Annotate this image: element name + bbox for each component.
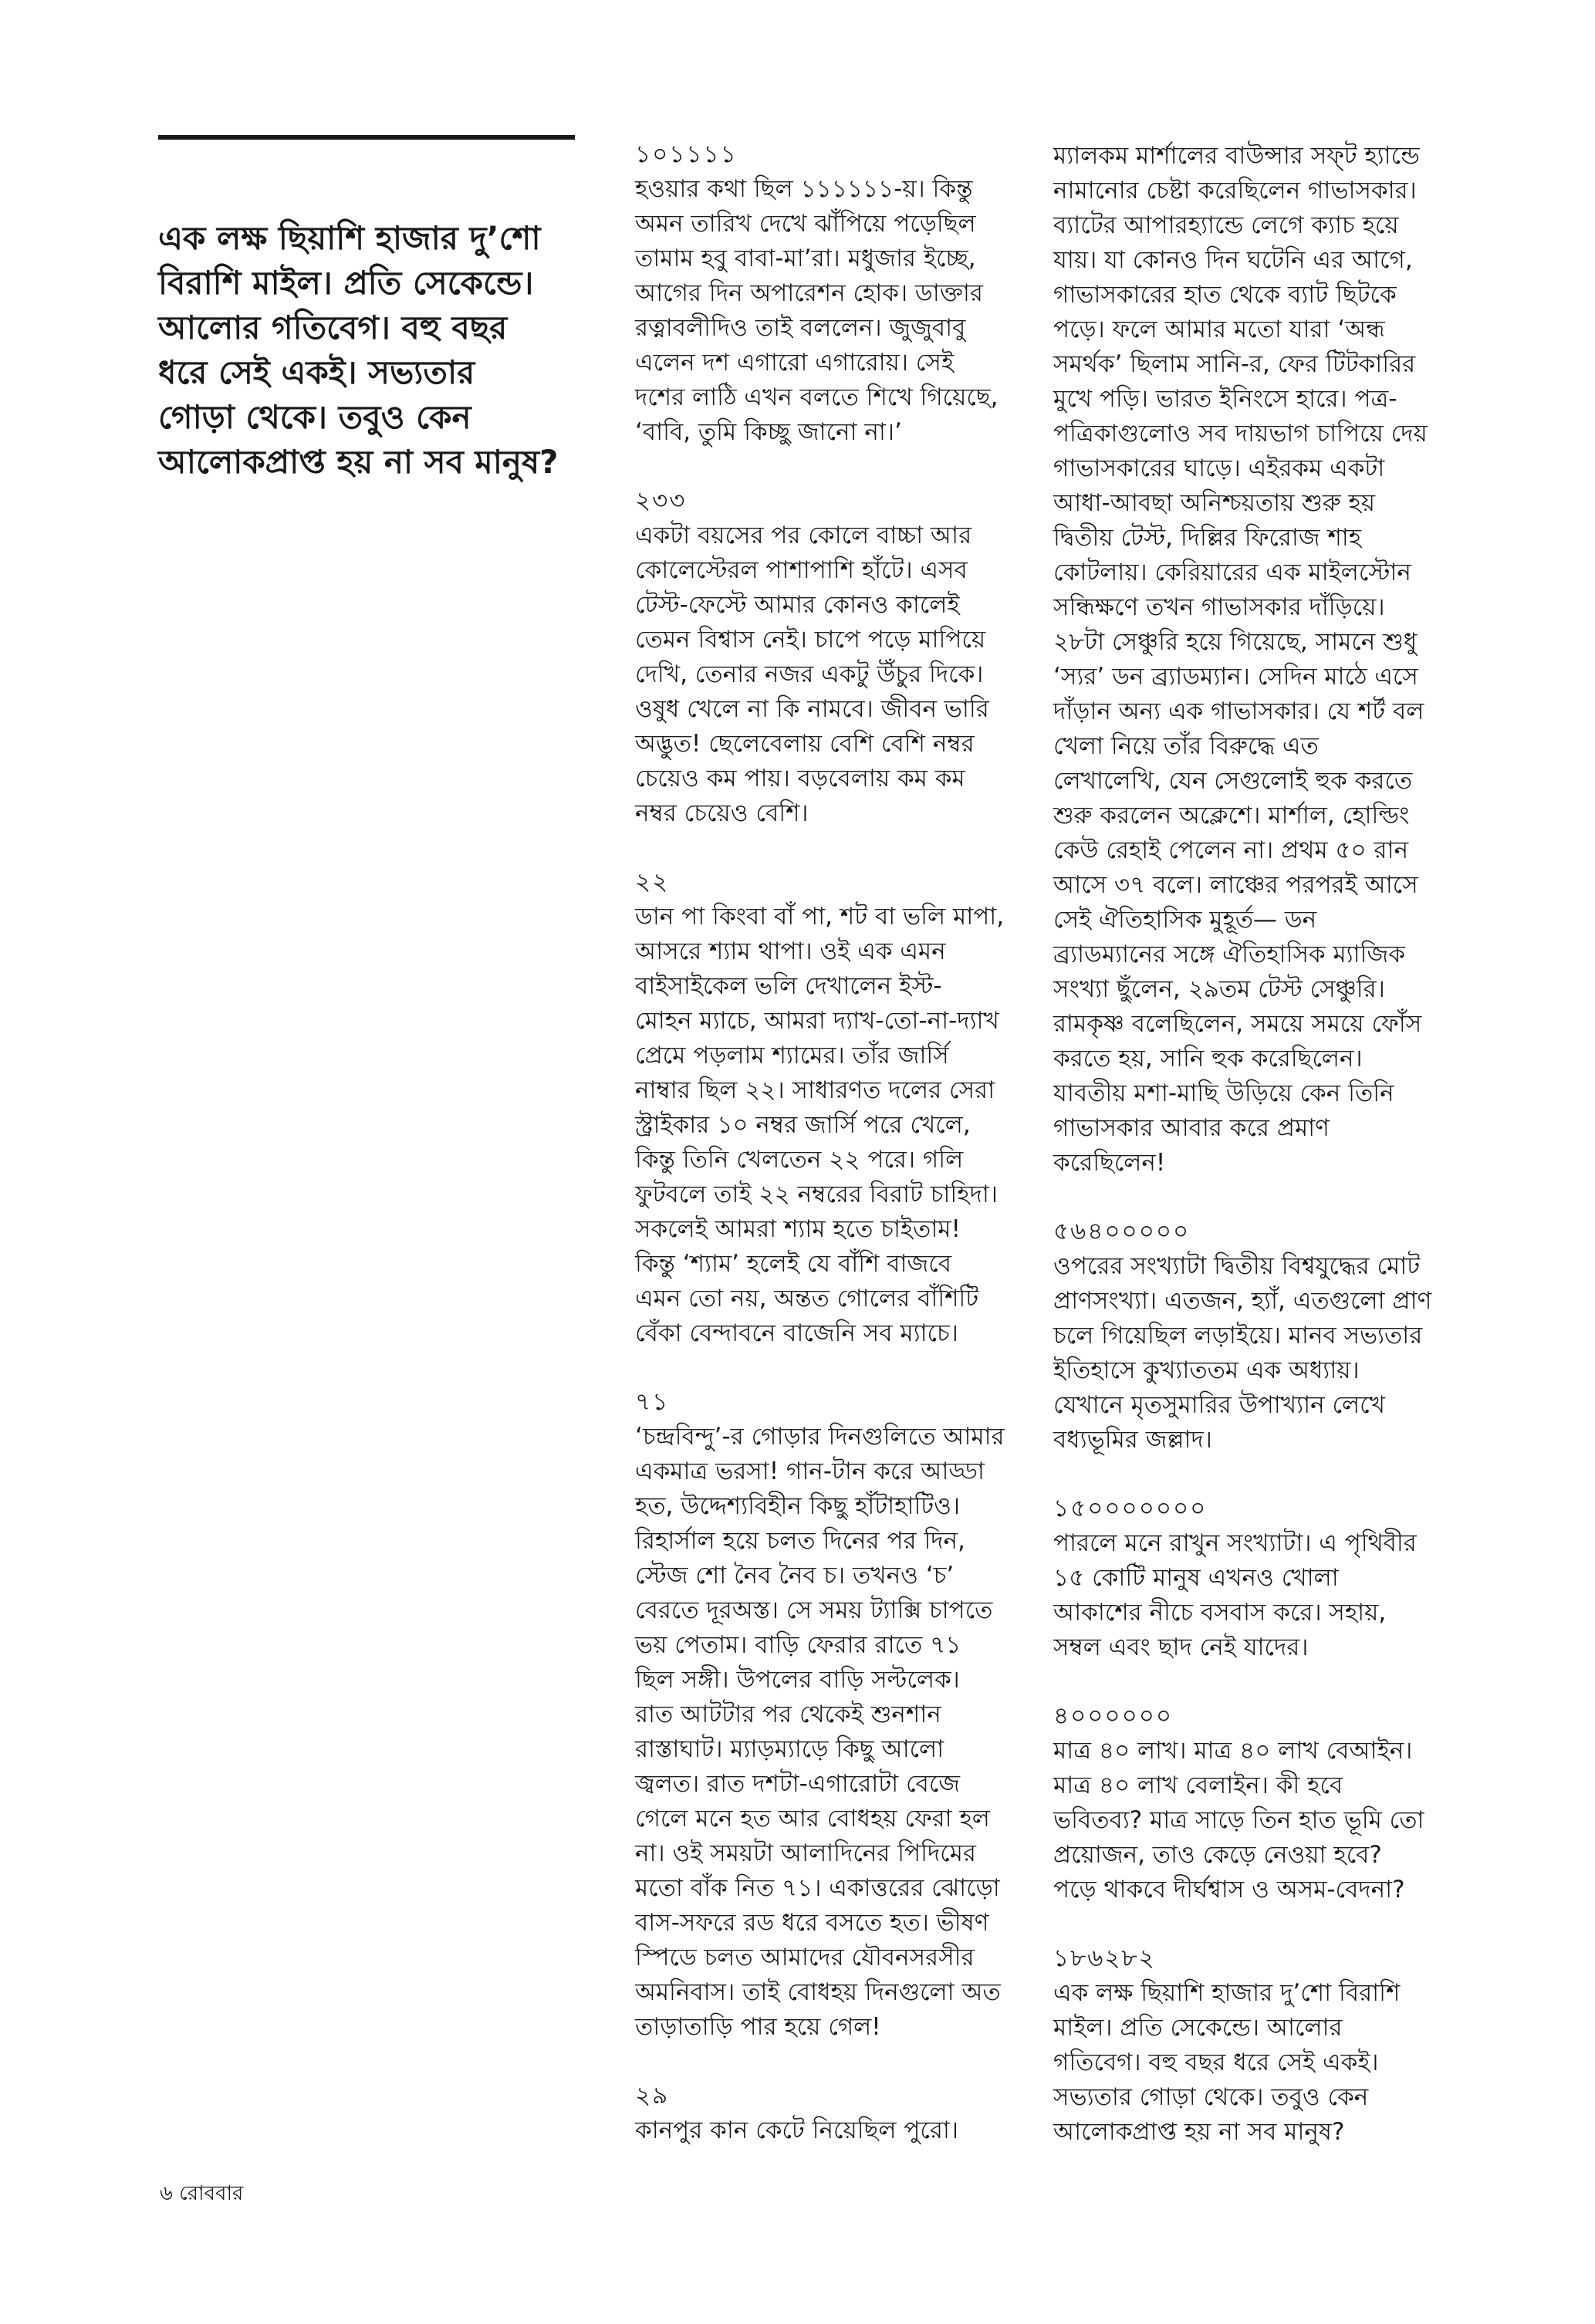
text-line: হত, উদ্দেশ্যবিহীন কিছু হাঁটাহাটিও। [635, 1492, 961, 1520]
text-line: ভবিতব্য? মাত্র সাড়ে তিন হাত ভূমি তো [1053, 1806, 1424, 1834]
pull-quote-line: আলোর গতিবেগ। বহু বছর [158, 309, 508, 346]
text-line: ডান পা কিংবা বাঁ পা, শট বা ভলি মাপা, [635, 903, 1005, 931]
text-line: ২৮টা সেঞ্চুরি হয়ে গিয়েছে, সামনে শুধু [1053, 628, 1418, 656]
text-line: গাভাসকারের হাত থেকে ব্যাট ছিটকে [1053, 281, 1397, 309]
text-line: শুরু করলেন অক্লেশে। মার্শাল, হোল্ডিং [1053, 802, 1410, 829]
pull-quote-line: এক লক্ষ ছিয়াশি হাজার দু’শো [158, 219, 541, 257]
text-line: গেলে মনে হত আর বোধহয় ফেরা হল [635, 1805, 990, 1833]
text-line: নামানোর চেষ্টা করেছিলেন গাভাসকার। [1053, 177, 1417, 204]
text-line: তামাম হবু বাবা-মা’রা। মধুজার ইচ্ছে, [635, 245, 976, 272]
text-line: সম্বল এবং ছাদ নেই যাদের। [1053, 1633, 1309, 1661]
page-number: ৬ [160, 2182, 173, 2205]
publication-name: রোববার [179, 2182, 244, 2205]
text-line: মুখে পড়ি। ভারত ইনিংসে হারে। পত্র- [1053, 385, 1397, 413]
section-number-heading: ৪০০০০০০ [1053, 1702, 1174, 1730]
text-line: প্রয়োজন, তাও কেড়ে নেওয়া হবে? [1053, 1841, 1382, 1869]
section-number-heading: ২২ [635, 868, 670, 896]
section-number-heading: ৭১ [635, 1388, 670, 1416]
text-line: দশের লাঠি এখন বলতে শিখে গিয়েছে, [635, 383, 999, 411]
text-line: কোলেস্টেরল পাশাপাশি হাঁটে। এসব [635, 556, 968, 584]
text-line: বেঁকা বেন্দাবনে বাজেনি সব ম্যাচে। [635, 1319, 958, 1347]
text-line: সংখ্যা ছুঁলেন, ২৯তম টেস্ট সেঞ্চুরি। [1053, 975, 1385, 1003]
text-line: হওয়ার কথা ছিল ১১১১১১-য়। কিন্তু [635, 175, 973, 203]
text-line: কেউ রেহাই পেলেন না। প্রথম ৫০ রান [1053, 836, 1409, 864]
text-line: সন্ধিক্ষণে তখন গাভাসকার দাঁড়িয়ে। [1053, 593, 1385, 621]
text-line: আলোকপ্রাপ্ত হয় না সব মানুষ? [1053, 2118, 1345, 2146]
text-line: আধা-আবছা অনিশ্চয়তায় শুরু হয় [1053, 489, 1376, 517]
text-line: আগের দিন অপারেশন হোক। ডাক্তার [635, 279, 983, 307]
text-line: আকাশের নীচে বসবাস করে। সহায়, [1053, 1599, 1387, 1626]
text-line: ভয় পেতাম। বাড়ি ফেরার রাতে ৭১ [635, 1631, 961, 1659]
text-line: চেয়েও কম পায়। বড়বেলায় কম কম [635, 765, 965, 792]
text-line: মোহন ম্যাচে, আমরা দ্যাখ-তো-না-দ্যাখ [635, 1007, 999, 1035]
text-line: সকলেই আমরা শ্যাম হতে চাইতাম! [635, 1215, 961, 1243]
article-section [635, 2079, 1021, 2148]
section-number-heading: ১৮৬২৮২ [1053, 1944, 1156, 1972]
text-line: গতিবেগ। বহু বছর ধরে সেই একই। [1053, 2049, 1379, 2076]
article-section [1053, 1699, 1439, 1907]
text-line: তাড়াতাড়ি পার হয়ে গেল! [635, 2013, 881, 2041]
article-section [635, 137, 1021, 450]
article-section [635, 484, 1021, 831]
text-line: আসরে শ্যাম থাপা। ওই এক এমন [635, 937, 946, 965]
text-line: মতো বাঁক নিত ৭১। একাত্তরের ঝোড়ো [635, 1874, 1000, 1902]
text-line: আসে ৩৭ বলে। লাঞ্চের পরপরই আসে [1053, 871, 1418, 899]
section-number-heading: ৫৬৪০০০০০ [1053, 1218, 1191, 1245]
text-line: প্রাণসংখ্যা। এতজন, হ্যাঁ, এতগুলো প্রাণ [1053, 1287, 1432, 1315]
text-line: ম্যালকম মার্শালের বাউন্সার সফ্‌ট হ্যান্ডে [1053, 142, 1420, 170]
text-line: ব্র্যাডম্যানের সঙ্গে ঐতিহাসিক ম্যাজিক [1053, 941, 1405, 968]
pull-quote-line: বিরাশি মাইল। প্রতি সেকেন্ডে। [158, 264, 534, 302]
text-line: কিন্তু তিনি খেলতেন ২২ পরে। গলি [635, 1146, 964, 1174]
text-line: ‘চন্দ্রবিন্দু’-র গোড়ার দিনগুলিতে আমার [635, 1423, 1005, 1451]
text-line: সমর্থক’ ছিলাম সানি-র, ফের টিটকারির [1053, 350, 1416, 378]
text-line: ওপরের সংখ্যাটা দ্বিতীয় বিশ্বযুদ্ধের মোট [1053, 1252, 1421, 1280]
text-line: একটা বয়সের পর কোলে বাচ্চা আর [635, 522, 972, 549]
text-line: রামকৃষ্ণ বলেছিলেন, সময়ে সময়ে ফোঁস [1053, 1010, 1422, 1038]
text-line: ওষুধ খেলে না কি নামবে। জীবন ভারি [635, 695, 989, 723]
text-line: স্টেজ শো নৈব নৈব চ। তখনও ‘চ’ [635, 1562, 955, 1589]
text-line: অদ্ভুত! ছেলেবেলায় বেশি বেশি নম্বর [635, 730, 975, 758]
text-line: কিন্তু ‘শ্যাম’ হলেই যে বাঁশি বাজবে [635, 1250, 951, 1278]
text-line: বধ্যভূমির জল্লাদ। [1053, 1426, 1212, 1454]
article-section [1053, 1214, 1439, 1458]
text-line: তেমন বিশ্বাস নেই। চাপে পড়ে মাপিয়ে [635, 626, 986, 654]
text-line: এলেন দশ এগারো এগারোয়। সেই [635, 349, 954, 377]
text-line: দাঁড়ান অন্য এক গাভাসকার। যে শর্ট বল [1053, 698, 1424, 725]
pull-quote [158, 216, 606, 485]
text-line: এমন তো নয়, অন্তত গোলের বাঁশিটি [635, 1285, 979, 1312]
text-line: নাম্বার ছিল ২২। সাধারণত দলের সেরা [635, 1076, 995, 1104]
text-line: দেখি, তেনার নজর একটু উঁচুর দিকে। [635, 660, 984, 688]
text-line: পড়ে থাকবে দীর্ঘশ্বাস ও অসম-বেদনা? [1053, 1876, 1405, 1903]
text-line: অমন তারিখ দেখে ঝাঁপিয়ে পড়েছিল [635, 210, 976, 238]
text-line: রাত আটটার পর থেকেই শুনশান [635, 1701, 941, 1728]
section-number-heading: ২৯ [635, 2082, 670, 2110]
text-line: স্ট্রাইকার ১০ নম্বর জার্সি পরে খেলে, [635, 1111, 971, 1139]
text-line: ইতিহাসে কুখ্যাততম এক অধ্যায়। [1053, 1356, 1360, 1384]
text-line: সেই ঐতিহাসিক মুহূর্ত— ডন [1053, 906, 1317, 934]
text-line: প্রেমে পড়লাম শ্যামের। তাঁর জার্সি [635, 1042, 949, 1069]
text-line: সভ্যতার গোড়া থেকে। তবুও কেন [1053, 2083, 1369, 2111]
text-line: দ্বিতীয় টেস্ট, দিল্লির ফিরোজ শাহ [1053, 524, 1362, 552]
text-line: গাভাসকারের ঘাড়ে। এইরকম একটা [1053, 454, 1385, 482]
text-line: জ্বলত। রাত দশটা-এগারোটা বেজে [635, 1770, 961, 1798]
article-column-1 [635, 137, 1021, 2182]
text-line: বাইসাইকেল ভলি দেখালেন ইস্ট- [635, 972, 942, 1000]
text-line: যেখানে মৃতসুমারির উপাখ্যান লেখে [1053, 1391, 1385, 1419]
article-section [635, 1385, 1021, 2045]
text-line: ১৫ কোটি মানুষ এখনও খোলা [1053, 1564, 1339, 1592]
text-line: রিহার্সাল হয়ে চলত দিনের পর দিন, [635, 1527, 965, 1555]
pull-quote-line: ধরে সেই একই। সভ্যতার [158, 353, 475, 391]
text-line: বাস-সফরে রড ধরে বসতে হত। ভীষণ [635, 1909, 989, 1937]
article-section [1053, 139, 1439, 1181]
pull-quote-line: গোড়া থেকে। তবুও কেন [158, 398, 471, 436]
text-line: অমনিবাস। তাই বোধহয় দিনগুলো অত [635, 1978, 1001, 2006]
text-line: করেছিলেন! [1053, 1149, 1166, 1177]
text-line: ফুটবলে তাই ২২ নম্বরের বিরাট চাহিদা। [635, 1181, 998, 1208]
article-section [1053, 1941, 1439, 2150]
text-line: না। ওই সময়টা আলাদিনের পিদিমের [635, 1839, 976, 1867]
article-section [635, 865, 1021, 1351]
top-rule [158, 135, 575, 140]
text-line: পারলে মনে রাখুন সংখ্যাটা। এ পৃথিবীর [1053, 1529, 1417, 1557]
text-line: চলে গিয়েছিল লড়াইয়ে। মানব সভ্যতার [1053, 1322, 1423, 1349]
text-line: মাত্র ৪০ লাখ বেলাইন। কী হবে [1053, 1772, 1343, 1799]
text-line: যায়। যা কোনও দিন ঘটেনি এর আগে, [1053, 246, 1413, 274]
text-line: এক লক্ষ ছিয়াশি হাজার দু’শো বিরাশি [1053, 1979, 1401, 2007]
page-footer [160, 2177, 243, 2211]
text-line: ব্যাটের আপারহ্যান্ডে লেগে ক্যাচ হয়ে [1053, 211, 1399, 239]
text-line: যাবতীয় মশা-মাছি উড়িয়ে কেন তিনি [1053, 1079, 1394, 1107]
text-line: নম্বর চেয়েও বেশি। [635, 799, 809, 827]
text-line: টেস্ট-ফেস্টে আমার কোনও কালেই [635, 591, 960, 619]
text-line: রাস্তাঘাট। ম্যাড়ম্যাড়ে কিছু আলো [635, 1735, 944, 1763]
text-line: মাইল। প্রতি সেকেন্ডে। আলোর [1053, 2014, 1343, 2042]
text-line: লেখালেখি, যেন সেগুলোই হুক করতে [1053, 767, 1413, 795]
text-line: রত্নাবলীদিও তাই বললেন। জুজুবাবু [635, 314, 966, 342]
article-column-2 [1053, 139, 1439, 2184]
text-line: কোটলায়। কেরিয়ারের এক মাইলস্টোন [1053, 559, 1411, 586]
text-line: পড়ে। ফলে আমার মতো যারা ‘অন্ধ [1053, 316, 1385, 343]
section-number-heading: ১৫০০০০০০০ [1053, 1495, 1208, 1522]
text-line: ‘স্যর’ ডন ব্র্যাডম্যান। সেদিন মাঠে এসে [1053, 663, 1418, 691]
article-section [1053, 1491, 1439, 1665]
text-line: গাভাসকার আবার করে প্রমাণ [1053, 1114, 1330, 1142]
pull-quote-line: আলোকপ্রাপ্ত হয় না সব মানুষ? [158, 443, 559, 481]
text-line: কানপুর কান কেটে নিয়েছিল পুরো। [635, 2116, 958, 2144]
text-line: খেলা নিয়ে তাঁর বিরুদ্ধে এত [1053, 732, 1319, 760]
text-line: করতে হয়, সানি হুক করেছিলেন। [1053, 1045, 1363, 1072]
text-line: মাত্র ৪০ লাখ। মাত্র ৪০ লাখ বেআইন। [1053, 1737, 1413, 1765]
section-number-heading: ১০১১১১ [635, 140, 738, 168]
text-line: ‘বাবি, তুমি কিচ্ছু জানো না।’ [635, 418, 902, 446]
section-number-heading: ২৩৩ [635, 487, 687, 515]
text-line: পত্রিকাগুলোও সব দায়ভাগ চাপিয়ে দেয় [1053, 420, 1428, 448]
text-line: ছিল সঙ্গী। উপলের বাড়ি সল্টলেক। [635, 1666, 960, 1694]
text-line: বেরতে দূরঅস্ত। সে সময় ট্যাক্সি চাপতে [635, 1596, 993, 1624]
text-line: স্পিডে চলত আমাদের যৌবনসরসীর [635, 1944, 975, 1971]
text-line: একমাত্র ভরসা! গান-টান করে আড্ডা [635, 1458, 985, 1485]
